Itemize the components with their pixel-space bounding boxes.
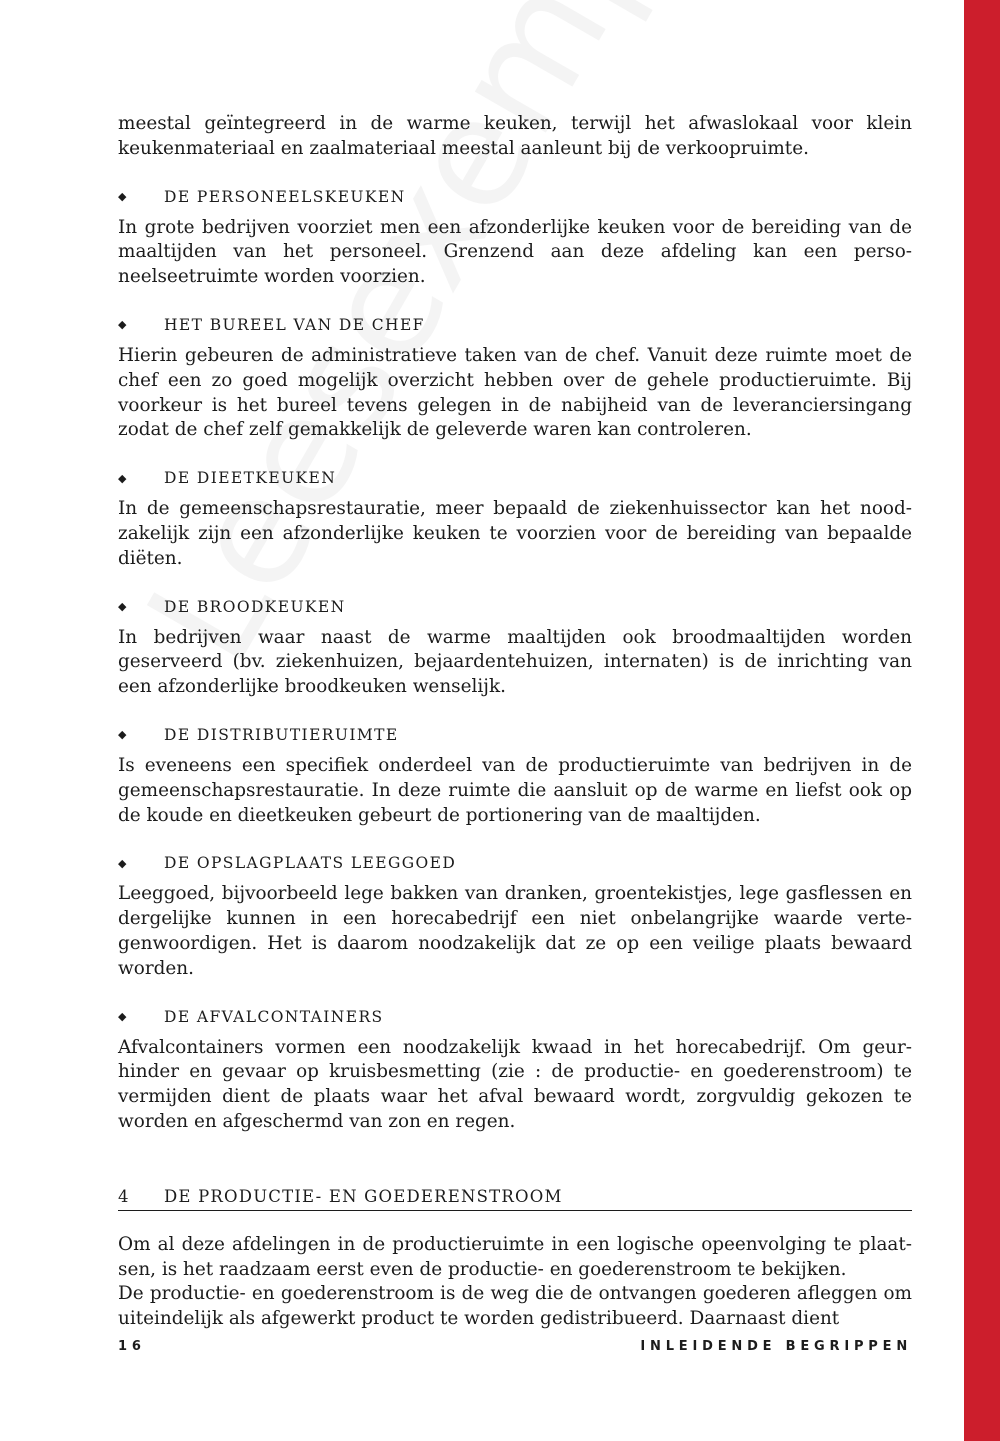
section-heading-text: DE OPSLAGPLAATS LEEGGOED bbox=[164, 854, 457, 873]
section-heading bbox=[118, 312, 912, 338]
section-personeelskeuken bbox=[118, 184, 912, 290]
page-body bbox=[118, 112, 912, 1332]
section-heading bbox=[118, 184, 912, 210]
section-heading-text: DE AFVALCONTAINERS bbox=[164, 1007, 384, 1026]
section-text: Hierin gebeuren de administratieve taken van de chef. Vanuit deze ruimte moet de chef een zo goed mogelijk overzicht hebben over de gehele productieruimte. Bij voorkeur is het bureel tevens gelegen in de nabijheid van de leveranciersingang zodat de chef zelf gemakkelijk de geleverde waren kan controleren. bbox=[118, 344, 912, 441]
chapter-title: DE PRODUCTIE- EN GOEDERENSTROOM bbox=[164, 1186, 563, 1206]
section-heading-text: DE PERSONEELSKEUKEN bbox=[164, 187, 406, 206]
section-text: Leeggoed, bijvoorbeeld lege bakken van dranken, groentekistjes, lege gasflessen en dergelijke kunnen in een horecabedrijf een niet onbelangrijke waarde vertegenwoordigen. Het is daarom noodzakelijk dat ze op een veilige plaats bewaard worden. bbox=[118, 883, 912, 979]
section-heading-text: DE DIEETKEUKEN bbox=[164, 469, 337, 488]
diamond-bullet-icon: ◆ bbox=[118, 856, 127, 870]
section-heading-text: DE BROODKEUKEN bbox=[164, 597, 346, 616]
red-margin-bar bbox=[964, 0, 1000, 1441]
diamond-bullet-icon: ◆ bbox=[118, 600, 127, 614]
section-heading bbox=[118, 850, 912, 876]
section-heading-text: DE DISTRIBUTIERUIMTE bbox=[164, 725, 399, 744]
section-text: In de gemeenschapsrestauratie, meer bepaald de ziekenhuissector kan het noodzakelijk zijn een afzonderlijke keuken te voorzien voor de bereiding van bepaalde diëten. bbox=[118, 498, 912, 569]
section-bureel-chef bbox=[118, 312, 912, 443]
diamond-bullet-icon: ◆ bbox=[118, 318, 127, 332]
section-heading bbox=[118, 1004, 912, 1030]
section-heading bbox=[118, 722, 912, 748]
running-title: INLEIDENDE BEGRIPPEN bbox=[640, 1339, 912, 1354]
section-opslagplaats-leeggoed bbox=[118, 850, 912, 981]
diamond-bullet-icon: ◆ bbox=[118, 728, 127, 742]
section-broodkeuken bbox=[118, 594, 912, 700]
section-heading bbox=[118, 465, 912, 491]
section-distributieruimte bbox=[118, 722, 912, 828]
chapter-paragraph: De productie- en goederenstroom is de weg die de ontvangen goederen afleggen om uiteindelijk als afgewerkt product te worden gedistribueerd. Daarnaast dient bbox=[118, 1283, 912, 1330]
section-afvalcontainers bbox=[118, 1004, 912, 1135]
section-text: Afvalcontainers vormen een noodzakelijk kwaad in het horecabedrijf. Om geurhinder en gevaar op kruisbesmetting (zie : de productie- en goederenstroom) te vermijden dient de plaats waar het afval bewaard wordt, zorgvuldig gekozen te worden en afgeschermd van zon en regen. bbox=[118, 1036, 912, 1132]
diamond-bullet-icon: ◆ bbox=[118, 471, 127, 485]
intro-paragraph: meestal geïntegreerd in de warme keuken, terwijl het afwaslokaal voor klein keukenmateriaal en zaalmateriaal meestal aanleunt bij de verkoopruimte. bbox=[118, 113, 912, 159]
section-text: Is eveneens een specifiek onderdeel van de productieruimte van bedrijven in de gemeenschapsrestauratie. In deze ruimte die aansluit op de warme en liefst ook op de koude en dieetkeuken gebeurt de portionering van de maaltijden. bbox=[118, 754, 912, 826]
section-heading bbox=[118, 594, 912, 620]
chapter-paragraph: Om al deze afdelingen in de productieruimte in een logische opeenvolging te plaatsen, is het raadzaam eerst even de productie- en goederenstroom te bekijken. bbox=[118, 1233, 912, 1280]
diamond-bullet-icon: ◆ bbox=[118, 1010, 127, 1024]
section-heading-text: HET BUREEL VAN DE CHEF bbox=[164, 315, 425, 334]
diamond-bullet-icon: ◆ bbox=[118, 190, 127, 204]
section-text: In bedrijven waar naast de warme maaltijden ook broodmaaltijden worden geserveerd (bv. ziekenhuizen, bejaardentehuizen, internaten) is de inrichting van een afzonderlijke broodkeuken wenselijk. bbox=[118, 626, 912, 698]
section-text: In grote bedrijven voorziet men een afzonderlijke keuken voor de bereiding van de maaltijden van het personeel. Grenzend aan deze afdeling kan een personeelseetruimte worden voorzien. bbox=[118, 216, 912, 288]
section-dieetkeuken bbox=[118, 465, 912, 571]
page-number: 16 bbox=[118, 1339, 146, 1354]
chapter-heading bbox=[118, 1187, 912, 1211]
chapter-number: 4 bbox=[118, 1186, 130, 1206]
page-footer bbox=[118, 1339, 912, 1354]
